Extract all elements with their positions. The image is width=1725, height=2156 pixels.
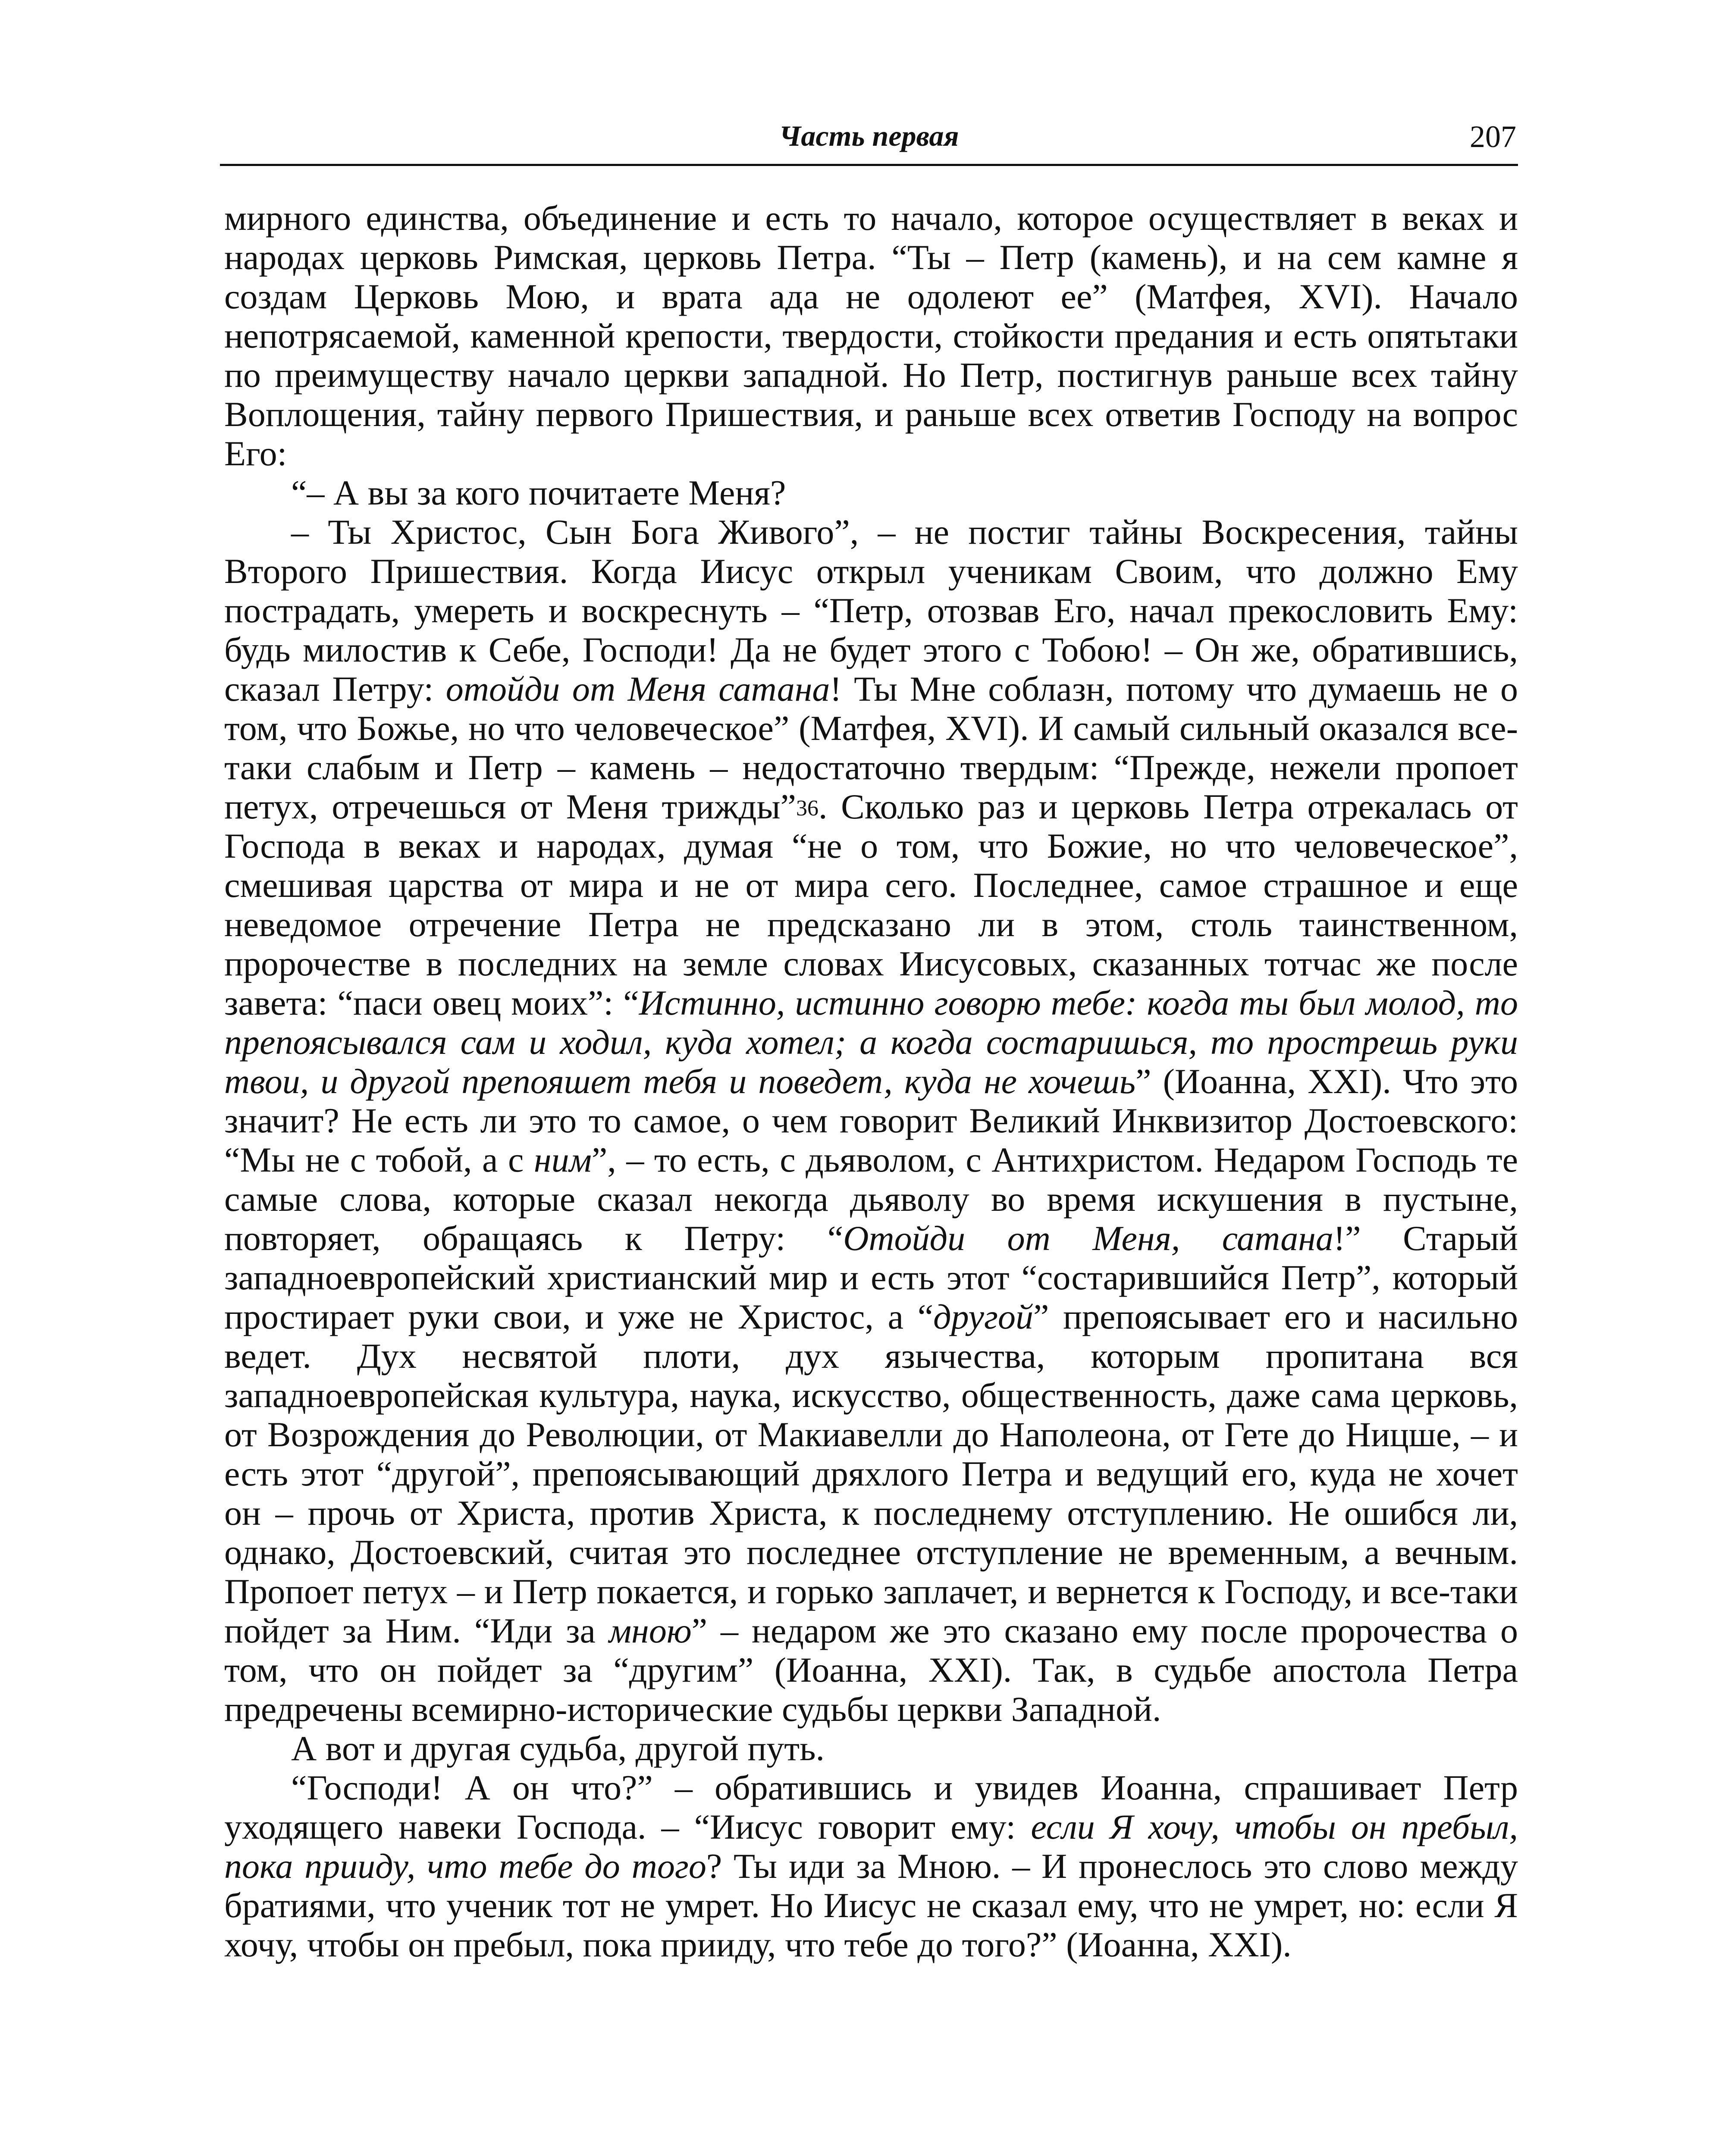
italic-quote: Отойди от Меня, сатана	[843, 1219, 1333, 1258]
text-segment: “Господи! А он что?” – обратившись и увидев Иоанна, спрашивает Петр уходящего навеки Господа. – “Иисус говорит ему:	[224, 1768, 1518, 1846]
paragraph-3	[224, 512, 1518, 1729]
text-segment: . Сколько раз и церковь Петра отрекалась от Господа в веках и народах, думая “не о том, что Божие, но что человеческое”, смешивая царства от мира и не от мира сего. Последнее, самое страшное и еще неведомое отречение Петра не предсказано ли в этом, столь таинственном, пророчестве в последних на земле словах Иисусовых, сказанных тотчас же после завета: “паси овец моих”: “	[224, 787, 1518, 1022]
body-text	[224, 198, 1518, 1964]
chapter-title: Часть первая	[779, 119, 959, 152]
page-number: 207	[1470, 119, 1516, 154]
text-segment: ” – недаром же это сказано ему после пророчества о том, что он пойдет за “другим” (Иоанна, XXI). Так, в судьбе апостола Петра предречены всемирно-исторические судьбы церкви Западной.	[224, 1611, 1518, 1729]
running-header	[220, 103, 1518, 166]
text-segment: !” Старый западноевропейский христианский мир и есть этот “состарившийся Петр”, который простирает руки свои, и уже не Христос, а “	[224, 1219, 1518, 1336]
text-segment: ” препоясывает его и насильно ведет. Дух несвятой плоти, дух язычества, которым пропитана вся западноевропейская культура, наука, искусство, общественность, даже сама церковь, от Возрождения до Революции, от Макиавелли до Наполеона, от Гете до Ницше, – и есть этот “другой”, препоясывающий дряхлого Петра и ведущий его, куда не хочет он – прочь от Христа, против Христа, к последнему отступлению. Не ошибся ли, однако, Достоевский, считая это последнее отступление не временным, а вечным. Пропоет петух – и Петр покается, и горько заплачет, и вернется к Господу, и все-таки пойдет за Ним. “Иди за	[224, 1297, 1518, 1650]
italic-quote: если Я хочу, чтобы он пребыл, пока прииду, что тебе до того	[224, 1807, 1518, 1886]
text-segment: – Ты Христос, Сын Бога Живого”, – не постиг тайны Воскресения, тайны Второго Пришествия. Когда Иисус открыл ученикам Своим, что должно Ему пострадать, умереть и воскреснуть – “Петр, отозвав Его, начал прекословить Ему: будь милостив к Себе, Господи! Да не будет этого с Тобою! – Он же, обратившись, сказал Петру:	[224, 512, 1518, 708]
paragraph-5	[224, 1768, 1518, 1964]
paragraph-4: А вот и другая судьба, другой путь.	[291, 1729, 825, 1768]
italic-quote: Истинно, истинно говорю тебе: когда ты был молод, то препоясывался сам и ходил, куда хотел; а когда состаришься, то прострешь руки твои, и другой препояшет тебя и поведет, куда не хочешь	[224, 983, 1518, 1101]
text-segment: ” (Иоанна, XXI). Что это значит? Не есть ли это то самое, о чем говорит Великий Инквизитор Достоевского: “Мы не с тобой, а с	[224, 1062, 1518, 1179]
italic-quote: отойди от Меня сатана	[445, 669, 830, 708]
paragraph-2: “– А вы за кого почитаете Меня?	[291, 473, 786, 512]
text-segment: ”, – то есть, с дьяволом, с Антихристом. Недаром Господь те самые слова, которые сказал некогда дьяволу во время искушения в пустыне, повторяет, обращаясь к Петру: “	[224, 1140, 1518, 1258]
italic-word: другой	[933, 1297, 1033, 1336]
text-segment: ? Ты иди за Мною. – И пронеслось это слово между братиями, что ученик тот не умрет. Но Иисус не сказал ему, что не умрет, но: если Я хочу, чтобы он пребыл, пока прииду, что тебе до того?” (Иоанна, XXI).	[224, 1846, 1518, 1964]
italic-word: мною	[608, 1611, 692, 1650]
paragraph-1: мирного единства, объединение и есть то начало, которое осуществляет в веках и народах церковь Римская, церковь Петра. “Ты – Петр (камень), и на сем камне я создам Церковь Мою, и врата ада не одолеют ее” (Матфея, XVI). Начало непотрясаемой, каменной крепости, твердости, стойкости предания и есть опятьтаки по преимуществу начало церкви западной. Но Петр, постигнув раньше всех тайну Воплощения, тайну первого Пришествия, и раньше всех ответив Господу на вопрос Его:	[224, 198, 1518, 473]
footnote-reference: 36	[796, 796, 819, 821]
text-segment: ! Ты Мне соблазн, потому что думаешь не о том, что Божье, но что человеческое” (Матфея, XVI). И самый сильный оказался все-таки слабым и Петр – камень – недостаточно твердым: “Прежде, нежели пропоет петух, отречешься от Меня трижды”	[224, 669, 1518, 826]
italic-word: ним	[533, 1140, 592, 1179]
